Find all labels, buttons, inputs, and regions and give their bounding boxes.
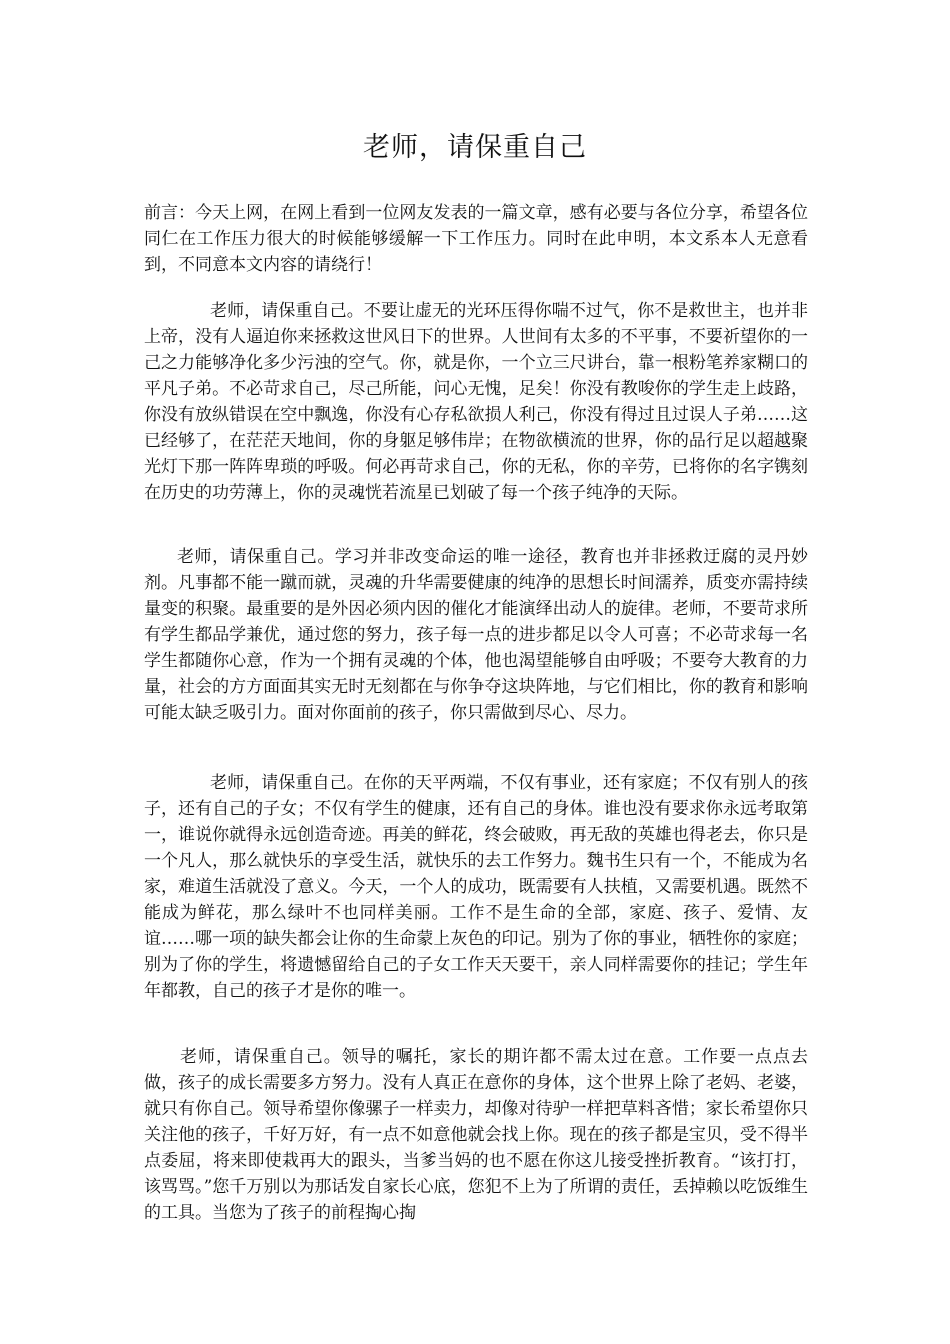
body-paragraph-3: 老师，请保重自己。在你的天平两端，不仅有事业，还有家庭；不仅有别人的孩子，还有自己的子女；不仅有学生的健康，还有自己的身体。谁也没有要求你永远考取第一，谁说你就得永远创造奇迹。再美的鲜花，终会破败，再无敌的英雄也得老去，你只是一个凡人，那么就快乐的享受生活，就快乐的去工作努力。魏书生只有一个，不能成为名家，难道生活就没了意义。今天，一个人的成功，既需要有人扶植，又需要机遇。既然不能成为鲜花，那么绿叶不也同样美丽。工作不是生命的全部，家庭、孩子、爱情、友谊……哪一项的缺失都会让你的生命蒙上灰色的印记。别为了你的事业，牺牲你的家庭；别为了你的学生，将遗憾留给自己的子女工作天天要干，亲人同样需要你的挂记；学生年年都教，自己的孩子才是你的唯一。 <box>144 773 808 1001</box>
document-title: 老师，请保重自己 <box>363 132 587 163</box>
intro-paragraph: 前言：今天上网，在网上看到一位网友发表的一篇文章，感有必要与各位分享，希望各位同仁在工作压力很大的时候能够缓解一下工作压力。同时在此申明，本文系本人无意看到，不同意本文内容的请绕行！ <box>144 203 808 275</box>
body-paragraph-1: 老师，请保重自己。不要让虚无的光环压得你喘不过气，你不是救世主，也并非上帝，没有人逼迫你来拯救这世风日下的世界。人世间有太多的不平事，不要祈望你的一己之力能够净化多少污浊的空气。你，就是你，一个立三尺讲台，靠一根粉笔养家糊口的平凡子弟。不必苛求自己，尽己所能，问心无愧，足矣！你没有教唆你的学生走上歧路，你没有放纵错误在空中飘逸，你没有心存私欲损人利己，你没有得过且过误人子弟……这已经够了，在茫茫天地间，你的身躯足够伟岸；在物欲横流的世界，你的品行足以超越聚光灯下那一阵阵卑琐的呼吸。何必再苛求自己，你的无私，你的辛劳，已将你的名字镌刻在历史的功劳薄上，你的灵魂恍若流星已划破了每一个孩子纯净的天际。 <box>144 301 808 503</box>
body-paragraph-2: 老师，请保重自己。学习并非改变命运的唯一途径，教育也并非拯救迂腐的灵丹妙剂。凡事都不能一蹴而就，灵魂的升华需要健康的纯净的思想长时间濡养，质变亦需持续量变的积聚。最重要的是外因必须内因的催化才能演绎出动人的旋律。老师，不要苛求所有学生都品学兼优，通过您的努力，孩子每一点的进步都足以令人可喜；不必苛求每一名学生都随你心意，作为一个拥有灵魂的个体，他也渴望能够自由呼吸；不要夸大教育的力量，社会的方方面面其实无时无刻都在与你争夺这块阵地，与它们相比，你的教育和影响可能太缺乏吸引力。面对你面前的孩子，你只需做到尽心、尽力。 <box>144 547 808 723</box>
body-paragraph-4: 老师，请保重自己。领导的嘱托，家长的期许都不需太过在意。工作要一点点去做，孩子的成长需要多方努力。没有人真正在意你的身体，这个世界上除了老妈、老婆，就只有你自己。领导希望你像骡子一样卖力，却像对待驴一样把草料吝惜；家长希望你只关注他的孩子，千好万好，有一点不如意他就会找上你。现在的孩子都是宝贝，受不得半点委屈，将来即使栽再大的跟头，当爹当妈的也不愿在你这儿接受挫折教育。“该打打，该骂骂。”您千万别以为那话发自家长心底，您犯不上为了所谓的责任，丢掉赖以吃饭维生的工具。当您为了孩子的前程掏心掏 <box>144 1047 808 1223</box>
